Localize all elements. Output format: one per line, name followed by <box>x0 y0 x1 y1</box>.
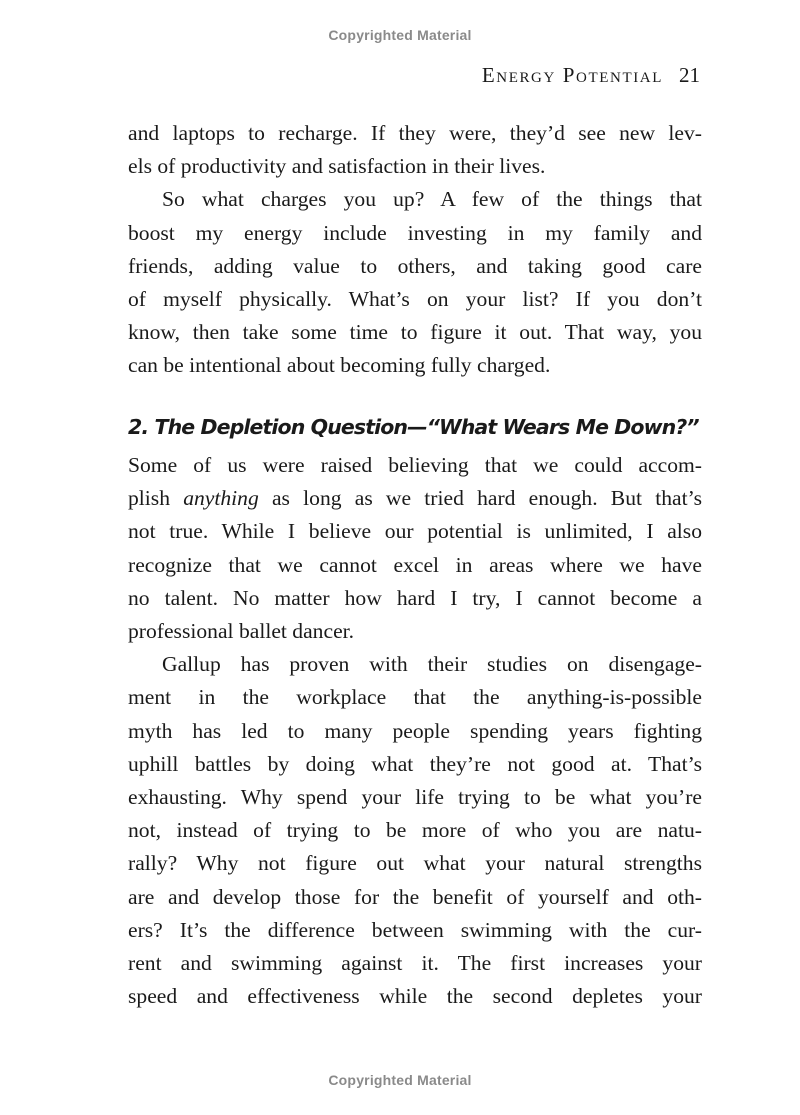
paragraph-continuation <box>128 117 702 183</box>
text-line: not true. While I believe our potential is unlimited, I also <box>128 519 702 544</box>
text-line-with-emphasis <box>128 482 702 515</box>
copyright-watermark-bottom: Copyrighted Material <box>328 1072 472 1088</box>
text-line: Some of us were raised believing that we could accom- <box>128 453 702 477</box>
text-line: So what charges you up? A few of the things that <box>162 187 702 212</box>
text-line: exhausting. Why spend your life trying to be what you’re <box>128 784 702 809</box>
text-line: professional ballet dancer. <box>128 618 355 643</box>
emphasis-anything: anything <box>183 486 259 511</box>
text-line: can be intentional about becoming fully charged. <box>128 353 551 378</box>
paragraph-gallup <box>128 648 702 1013</box>
text-line: ment in the workplace that the anything-is-possible <box>128 685 702 710</box>
text-line: are and develop those for the benefit of yourself and oth- <box>128 884 702 909</box>
text-line: boost my energy include investing in my family and <box>128 220 702 245</box>
text-line: friends, adding value to others, and taking good care <box>128 253 702 278</box>
paragraph-charges <box>128 183 702 382</box>
text-line: els of productivity and satisfaction in their lives. <box>128 154 546 179</box>
section-heading: 2. The Depletion Question—“What Wears Me Down?” <box>128 415 699 439</box>
paragraph-raised <box>128 449 702 648</box>
running-title: Energy Potential <box>481 63 663 87</box>
text-line: myth has led to many people spending years fighting <box>128 718 702 743</box>
text-line: rent and swimming against it. The first increases your <box>128 950 702 975</box>
page-number: 21 <box>679 63 700 87</box>
text-run: as long as we tried hard enough. But that’s <box>258 486 702 511</box>
text-line: rally? Why not figure out what your natural strengths <box>128 851 702 876</box>
text-line: not, instead of trying to be more of who you are natu- <box>128 818 702 843</box>
text-line: no talent. No matter how hard I try, I cannot become a <box>128 585 702 610</box>
running-header <box>482 63 700 88</box>
text-line: uphill battles by doing what they’re not good at. That’s <box>128 751 702 776</box>
text-line: recognize that we cannot excel in areas where we have <box>128 552 702 577</box>
text-line: speed and effectiveness while the second depletes your <box>128 984 702 1009</box>
text-line: and laptops to recharge. If they were, they’d see new lev- <box>128 121 702 145</box>
text-line: know, then take some time to figure it out. That way, you <box>128 320 702 345</box>
text-run: plish <box>128 486 184 511</box>
text-line: Gallup has proven with their studies on disengage- <box>162 652 702 677</box>
text-line: ers? It’s the difference between swimming with the cur- <box>128 917 702 942</box>
copyright-watermark-top: Copyrighted Material <box>328 27 472 43</box>
text-line: of myself physically. What’s on your list? If you don’t <box>128 286 702 311</box>
